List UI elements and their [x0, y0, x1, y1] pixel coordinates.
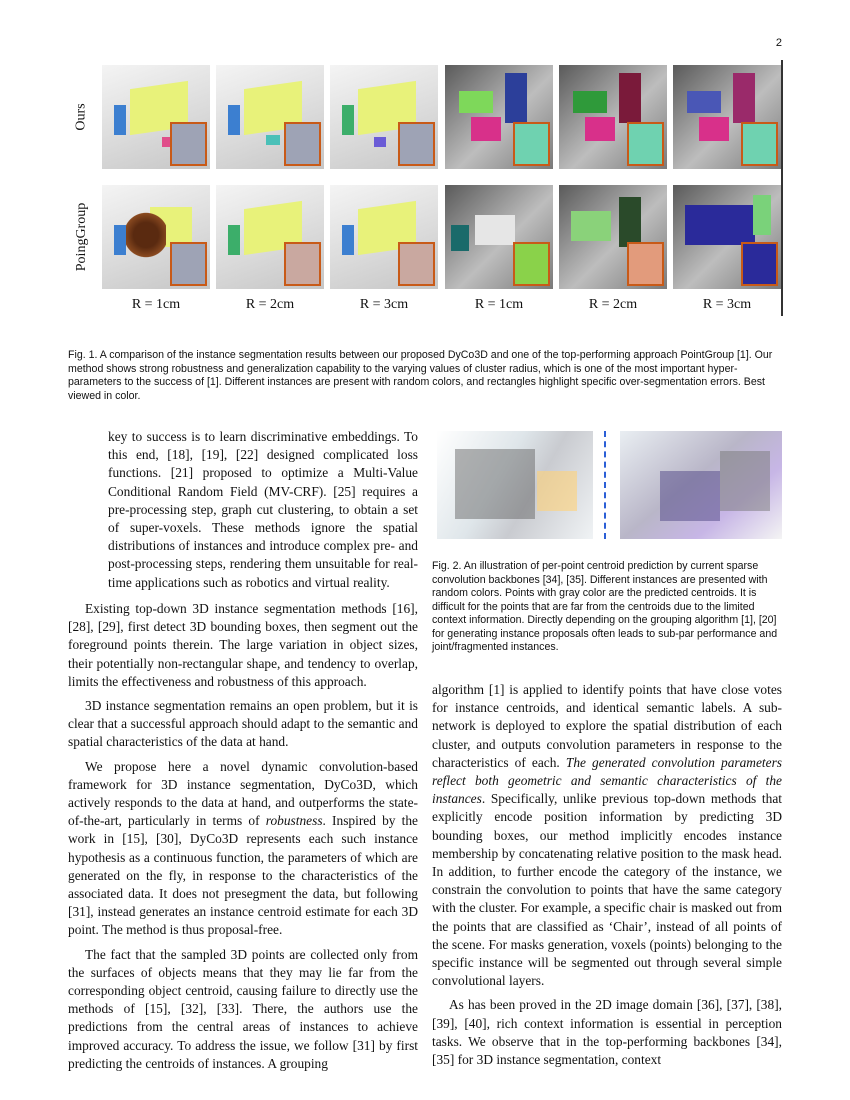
highlight-box	[170, 122, 207, 166]
panel-ours-3	[330, 65, 438, 169]
row-label-pointgroup: PoingGroup	[74, 202, 90, 272]
panel-ours-1	[102, 65, 210, 169]
panel-ours-6	[673, 65, 781, 169]
panel-ours-4	[445, 65, 553, 169]
figure-2	[437, 431, 782, 539]
figure-border	[781, 60, 783, 316]
panel-pointgroup-2	[216, 185, 324, 289]
right-column	[432, 681, 782, 1075]
figure-1-caption: Fig. 1. A comparison of the instance segmentation results between our proposed DyCo3D and one of the top-performing approach PointGroup [1]. Our method shows strong robustness and generalization capability to the varying values of cluster radius, which is one of the most important hyper-parameters to the success of [1]. Different instances are present with random colors, and rectangles highlight specific over-segmentation errors. Best viewed in color.	[68, 349, 773, 402]
highlight-box	[513, 122, 550, 166]
left-column	[68, 600, 418, 1079]
panel-pointgroup-3	[330, 185, 438, 289]
paragraph: algorithm [1] is applied to identify points that have close votes for instance centroids, and identical semantic labels. A sub-network is deployed to explore the spatial distribution of each cluster, and outputs convolution parameters in response to the characteristics of each. The generated convolution parameters reflect both geometric and semantic characteristics of the instances. Specifically, unlike previous top-down methods that explicitly encode position information by predicting 3D bounding boxes, our method implicitly encodes instance membership by concatenating relative position to the mask head. In addition, to further encode the category of the instance, we constrain the convolution to points that have the same category with the cluster. For example, a specific chair is masked out from the points that are classified as ‘Chair’, instead of all points of the scene. For masks generation, voxels (points) belonging to the specific instance will be segmented out through several simple convolutional layers.	[432, 682, 782, 989]
highlight-box	[398, 122, 435, 166]
col-label: R = 2cm	[245, 297, 295, 312]
paragraph: 3D instance segmentation remains an open problem, but it is clear that a successful approach should adapt to the semantic and spatial characteristics of the data at hand.	[68, 698, 418, 750]
paragraph: key to success is to learn discriminative embeddings. To this end, [18], [19], [22] designed complicated loss functions. [21] proposed to optimize a Multi-Value Conditional Random Field (MV-CRF). [25] requires a pre-processing step, graph cut clustering, to obtain a set of super-voxels. These methods ignore the spatial distributions of instances and introduce complex pre- and post-processing steps, rendering them unsuitable for real-time applications such as robotics and virtual reality.	[108, 429, 418, 590]
row-label-ours: Ours	[73, 103, 89, 131]
figure-2-left-image	[437, 431, 593, 539]
figure-2-caption: Fig. 2. An illustration of per-point centroid prediction by current sparse convolution backbones [34], [35]. Different instances are presented with random colors. Points with gray color are the predicted centroids. It is difficult for the points that are far from the centroids due to the limited context information. Directly depending on the grouping algorithm [1], [20] for generating instance proposals often leads to sub-par performance and joint/fragmented instances.	[432, 560, 778, 653]
highlight-box	[398, 242, 435, 286]
panel-pointgroup-1	[102, 185, 210, 289]
paragraph: As has been proved in the 2D image domain [36], [37], [38], [39], [40], rich context information is essential in perception tasks. We observe that in the top-performing backbones [34], [35] for 3D instance segmentation, context	[432, 997, 782, 1068]
highlight-box	[170, 242, 207, 286]
col-label: R = 1cm	[474, 297, 524, 312]
highlight-box	[627, 242, 664, 286]
figure-2-right-image	[620, 431, 782, 539]
divider	[604, 431, 606, 539]
panel-ours-5	[559, 65, 667, 169]
col-label: R = 1cm	[131, 297, 181, 312]
panel-ours-2	[216, 65, 324, 169]
paragraph: Existing top-down 3D instance segmentation methods [16], [28], [29], first detect 3D bounding boxes, then segment out the foreground points therein. The large variation in object sizes, their potentially non-rectangular shape, and tendency to overlap, limits the effectiveness and robustness of this approach.	[68, 601, 418, 689]
paragraph: The fact that the sampled 3D points are collected only from the surfaces of objects means that they may lie far from the corresponding object centroid, causing failure to directly use the methods of [15], [32], [33]. There, the authors use the predictions from the central areas of instances to achieve improved accuracy. To address the issue, we follow [31] by first predicting the centroids of instances. A grouping	[68, 946, 418, 1071]
highlight-box	[513, 242, 550, 286]
highlight-box	[284, 242, 321, 286]
figure-1	[68, 60, 782, 316]
page-number: 2	[775, 37, 782, 49]
col-label: R = 3cm	[702, 297, 752, 312]
highlight-box	[741, 122, 778, 166]
panel-pointgroup-6	[673, 185, 781, 289]
highlight-box	[741, 242, 778, 286]
panel-pointgroup-5	[559, 185, 667, 289]
paragraph: We propose here a novel dynamic convolution-based framework for 3D instance segmentation, DyCo3D, which actively responds to the data at hand, and outperforms the state-of-the-art, particularly in terms of robustness. Inspired by the work in [15], [30], DyCo3D represents each such instance hypothesis as a continuous function, the parameters of which are generated on the fly, in response to the characteristics of the associated data. It does not presegment the data, but following [31], instead generates an instance centroid estimate for each 3D point. The method is thus proposal-free.	[68, 758, 418, 938]
highlight-box	[627, 122, 664, 166]
panel-pointgroup-4	[445, 185, 553, 289]
highlight-box	[284, 122, 321, 166]
col-label: R = 2cm	[588, 297, 638, 312]
col-label: R = 3cm	[359, 297, 409, 312]
left-column-top	[108, 428, 418, 598]
